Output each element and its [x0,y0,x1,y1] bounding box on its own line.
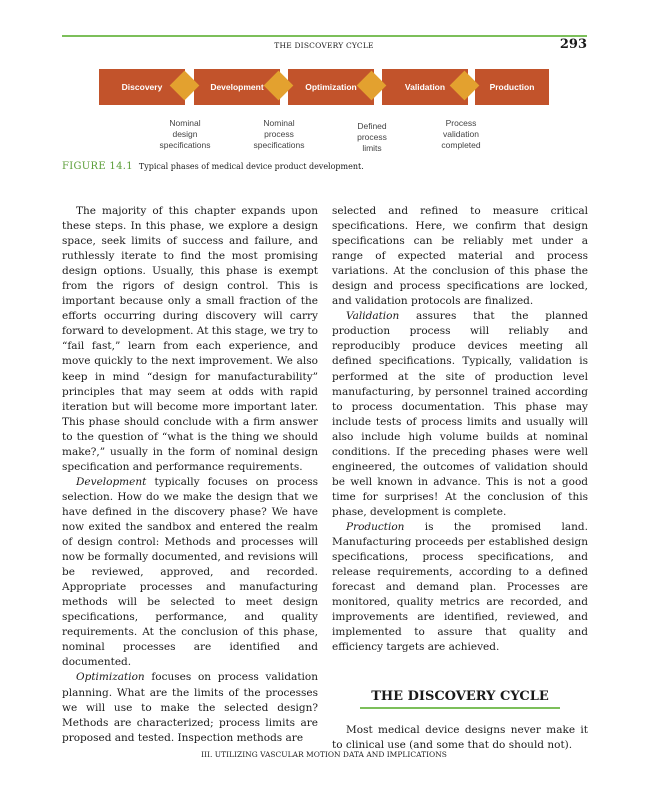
phase-development: Development [194,69,280,105]
milestone-label-2: Nominal process specifications [253,118,305,150]
milestone-label-3: Defined process limits [357,121,387,153]
page-footer: III. UTILIZING VASCULAR MOTION DATA AND IMPLICATIONS [201,750,447,759]
term-optimization: Optimization [76,671,145,684]
paragraph: selected and refined to measure critical specifications. Here, we confirm that design specifications can be reliably met under a range of expected material and process variations. At the conclusion of this phase the design and process specifications are locked, and validation protocols are finalized. [332,205,588,308]
paragraph: The majority of this chapter expands upon these steps. In this phase, we explore a design space, seek limits of success and failure, and ruthlessly iterate to find the most promising design options. Usually, this phase is exempt from the rigors of design control. This is important because only a small fraction of the efforts occurring during discovery will carry forward to development. At this stage, we try to “fail fast,” learn from each experience, and move quickly to the next improvement. We also keep in mind “design for manufacturability” principles that may seem at odds with rapid iteration but will become more important later. This phase should conclude with a firm answer to the question of “what is the thing we should make?,” usually in the form of nominal design specification and performance requirements. [62,205,318,473]
phase-validation: Validation [382,69,468,105]
phase-discovery: Discovery [99,69,185,105]
term-production: Production [346,520,405,533]
paragraph: Production is the promised land. Manufacturing proceeds per established design specifications, process specifications, and release requirements, according to a defined forecast and demand plan. Processes are monitored, quality metrics are recorded, and improvements are identified, reviewed, and implemented to assure that quality and efficiency targets are achieved. [332,520,588,654]
paragraph: Most medical device designs never make it to clinical use (and some that do should not). [332,723,588,751]
header-rule [62,35,587,37]
left-column [62,204,318,746]
milestone-label-1: Nominal design specifications [159,118,211,150]
heading-underline [360,707,560,709]
running-title: THE DISCOVERY CYCLE [274,41,374,50]
phase-optimization: Optimization [288,69,374,105]
phase-production: Production [475,69,549,105]
section-heading: THE DISCOVERY CYCLE [371,689,549,705]
term-development: Development [76,475,147,488]
figure-caption-text: Typical phases of medical device product development. [138,162,364,171]
right-column [332,204,588,753]
paragraph: Optimization focuses on process validation planning. What are the limits of the processes we will use to make the selected design? Methods are characterized; process limits are proposed and tested. Inspection methods are [62,671,318,744]
paragraph: Validation assures that the planned production process will reliably and reproducibly produce devices meeting all defined specifications. Typically, validation is performed at the site of production level manufacturing, by personnel trained according to process documentation. This phase may include tests of process limits and usually will also include high volume builds at nominal conditions. If the preceding phases were well engineered, the outcomes of validation should be well known in advance. This is not a good time for surprises! At the conclusion of this phase, development is complete. [332,310,588,518]
figure-label: FIGURE 14.1 [62,161,133,172]
term-validation: Validation [346,310,400,323]
paragraph: Development typically focuses on process selection. How do we make the design that we have defined in the discovery phase? We have now exited the sandbox and entered the realm of design control: Methods and processes will now be formally documented, and revisions will be reviewed, approved, and recorded. Appropriate processes and manufacturing methods will be selected to meet design specifications, performance, and quality requirements. At the conclusion of this phase, nominal processes are identified and documented. [62,475,318,669]
milestone-label-4: Process validation completed [441,118,481,150]
phase-flow-diagram [99,69,549,105]
figure-caption [62,161,364,172]
page-number: 293 [559,37,587,52]
